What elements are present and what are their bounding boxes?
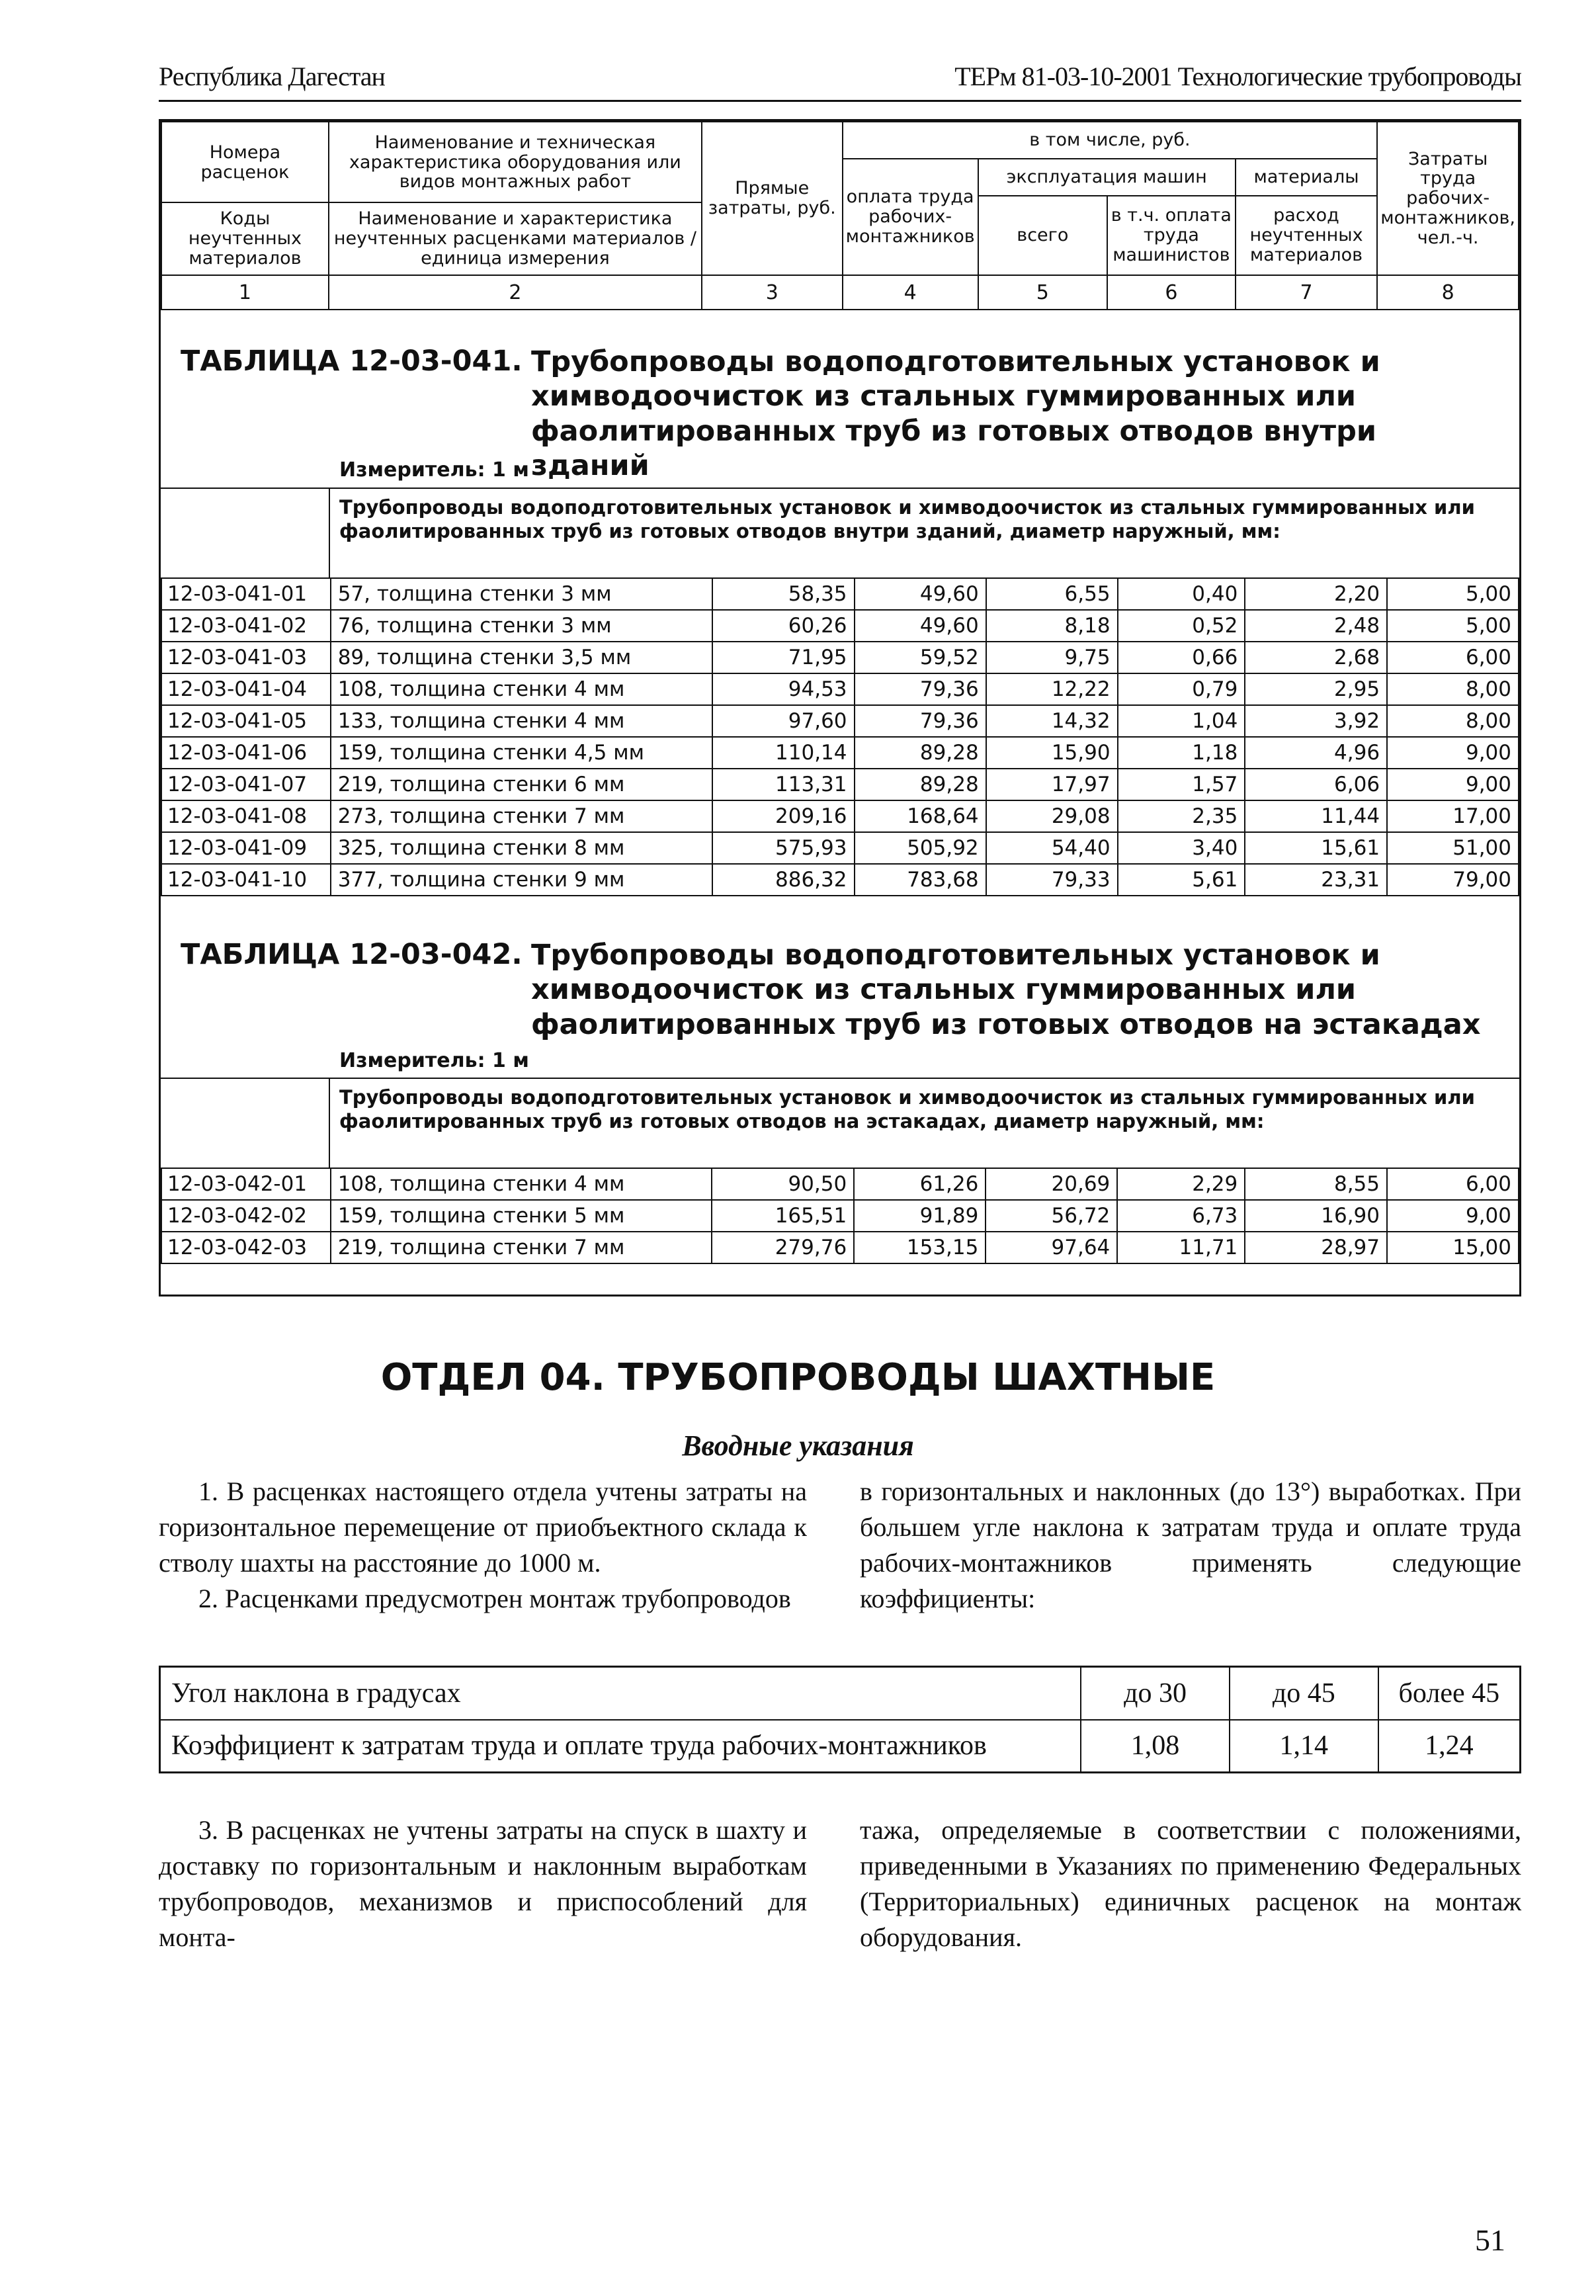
table-row <box>161 1200 1519 1232</box>
rate-value: 6,06 <box>1245 769 1387 800</box>
rate-code: 12-03-041-03 <box>161 642 331 673</box>
hdr-direct-costs: Прямые затраты, руб. <box>702 122 843 275</box>
rate-description: 273, толщина стенки 7 мм <box>331 800 712 832</box>
rate-value: 60,26 <box>712 610 855 642</box>
table2-group-vline <box>329 1078 330 1168</box>
rate-value: 168,64 <box>855 800 986 832</box>
rate-value: 89,28 <box>855 737 986 769</box>
rate-value: 9,00 <box>1387 1200 1519 1232</box>
rate-description: 325, толщина стенки 8 мм <box>331 832 712 864</box>
rate-value: 15,90 <box>986 737 1118 769</box>
paragraph-1: 1. В расценках настоящего отдела учтены затраты на горизонтальное перемещение от приобъектного склада к стволу шахты на расстояние до 1000 м. <box>159 1476 807 1578</box>
rate-value: 6,00 <box>1387 1168 1519 1200</box>
rate-value: 20,69 <box>986 1168 1117 1200</box>
rate-value: 2,35 <box>1118 800 1245 832</box>
rate-value: 14,32 <box>986 705 1118 737</box>
rate-value: 15,00 <box>1387 1232 1519 1263</box>
rate-value: 71,95 <box>712 642 855 673</box>
rate-value: 5,61 <box>1118 864 1245 896</box>
rate-value: 153,15 <box>854 1232 986 1263</box>
col-num-2: 2 <box>329 275 702 310</box>
rate-value: 886,32 <box>712 864 855 896</box>
rate-value: 56,72 <box>986 1200 1117 1232</box>
coef-factor-45: 1,14 <box>1230 1720 1378 1773</box>
table-row <box>161 769 1519 800</box>
hdr-labor-costs: Затраты труда рабочих-монтажников, чел.-ч. <box>1377 122 1519 275</box>
rate-description: 108, толщина стенки 4 мм <box>331 1168 712 1200</box>
rate-value: 97,64 <box>986 1232 1117 1263</box>
table1-code: ТАБЛИЦА 12-03-041. <box>181 345 523 378</box>
rate-value: 51,00 <box>1387 832 1519 864</box>
table-row <box>161 642 1519 673</box>
coef-angle-30: до 30 <box>1081 1667 1230 1720</box>
header-region: Республика Дагестан <box>159 62 385 91</box>
rate-value: 90,50 <box>712 1168 854 1200</box>
section-subtitle: Вводные указания <box>682 1429 914 1462</box>
rate-description: 219, толщина стенки 6 мм <box>331 769 712 800</box>
rate-value: 1,57 <box>1118 769 1245 800</box>
rate-value: 279,76 <box>712 1232 854 1263</box>
table-row <box>161 1168 1519 1200</box>
rate-code: 12-03-041-08 <box>161 800 331 832</box>
rates-frame <box>159 119 1521 1297</box>
rate-value: 8,55 <box>1245 1168 1387 1200</box>
col-num-8: 8 <box>1377 275 1519 310</box>
table2-group-caption: Трубопроводы водоподготовительных установок и химводоочисток из стальных гуммированных или фаолитированных труб из готовых отводов на эстакадах, диаметр наружный, мм: <box>339 1086 1475 1133</box>
hdr-machines: эксплуатация машин <box>978 159 1236 196</box>
rate-value: 28,97 <box>1245 1232 1387 1263</box>
col-num-5: 5 <box>978 275 1107 310</box>
rate-value: 2,20 <box>1245 578 1387 610</box>
rate-value: 79,00 <box>1387 864 1519 896</box>
hdr-including: в том числе, руб. <box>843 122 1378 159</box>
rate-value: 79,36 <box>855 705 986 737</box>
rate-value: 11,71 <box>1117 1232 1245 1263</box>
table-row <box>161 832 1519 864</box>
rate-value: 58,35 <box>712 578 855 610</box>
hdr-worker-pay: оплата труда рабочих-монтажников <box>843 159 978 275</box>
rate-value: 8,00 <box>1387 705 1519 737</box>
hdr-codes-bottom: Коды неучтенных материалов <box>161 202 329 275</box>
rate-code: 12-03-041-05 <box>161 705 331 737</box>
table1-group-caption: Трубопроводы водоподготовительных установок и химводоочисток из стальных гуммированных или фаолитированных труб из готовых отводов внутри зданий, диаметр наружный, мм: <box>339 496 1475 543</box>
table-row <box>161 800 1519 832</box>
rate-value: 5,00 <box>1387 578 1519 610</box>
rate-value: 49,60 <box>855 578 986 610</box>
table-row <box>161 737 1519 769</box>
rate-value: 2,29 <box>1117 1168 1245 1200</box>
hdr-materials: материалы <box>1236 159 1378 196</box>
rate-description: 108, толщина стенки 4 мм <box>331 673 712 705</box>
rate-value: 2,48 <box>1245 610 1387 642</box>
rate-code: 12-03-042-01 <box>161 1168 331 1200</box>
rate-value: 11,44 <box>1245 800 1387 832</box>
table2-code: ТАБЛИЦА 12-03-042. <box>181 938 523 971</box>
rate-value: 0,52 <box>1118 610 1245 642</box>
rate-value: 575,93 <box>712 832 855 864</box>
rate-value: 17,00 <box>1387 800 1519 832</box>
rate-code: 12-03-041-09 <box>161 832 331 864</box>
rate-value: 97,60 <box>712 705 855 737</box>
table-row <box>161 578 1519 610</box>
rate-value: 79,33 <box>986 864 1118 896</box>
rate-value: 79,36 <box>855 673 986 705</box>
paragraph-3-continued: тажа, определяемые в соответствии с положениями, приведенными в Указаниях по применению Федеральных (Территориальных) единичных расценок на монтаж оборудования. <box>860 1815 1521 1952</box>
rate-value: 165,51 <box>712 1200 854 1232</box>
rate-value: 15,61 <box>1245 832 1387 864</box>
table-row <box>161 673 1519 705</box>
rate-value: 12,22 <box>986 673 1118 705</box>
coef-angle-45: до 45 <box>1230 1667 1378 1720</box>
rate-description: 159, толщина стенки 4,5 мм <box>331 737 712 769</box>
table1-meter: Измеритель: 1 м <box>339 458 529 482</box>
rate-value: 1,04 <box>1118 705 1245 737</box>
rate-code: 12-03-041-01 <box>161 578 331 610</box>
col-num-3: 3 <box>702 275 843 310</box>
rate-value: 8,18 <box>986 610 1118 642</box>
col-num-6: 6 <box>1107 275 1236 310</box>
rate-value: 2,68 <box>1245 642 1387 673</box>
col-num-1: 1 <box>161 275 329 310</box>
coef-factor-over-45: 1,24 <box>1378 1720 1521 1773</box>
rate-value: 89,28 <box>855 769 986 800</box>
rate-value: 4,96 <box>1245 737 1387 769</box>
table2-divider <box>161 1078 1519 1079</box>
rate-value: 505,92 <box>855 832 986 864</box>
rate-code: 12-03-042-03 <box>161 1232 331 1263</box>
coef-angle-label: Угол наклона в градусах <box>160 1667 1081 1720</box>
rate-code: 12-03-041-02 <box>161 610 331 642</box>
rate-value: 5,00 <box>1387 610 1519 642</box>
rate-value: 91,89 <box>854 1200 986 1232</box>
left-column-bottom <box>159 1812 807 1955</box>
rate-description: 133, толщина стенки 4 мм <box>331 705 712 737</box>
table2-title: Трубопроводы водоподготовительных установок и химводоочисток из стальных гуммированных или фаолитированных труб из готовых отводов на эстакадах <box>531 939 1481 1041</box>
right-column-top <box>860 1474 1521 1617</box>
page-header <box>159 61 1521 102</box>
rate-code: 12-03-041-10 <box>161 864 331 896</box>
rate-value: 16,90 <box>1245 1200 1387 1232</box>
rate-value: 1,18 <box>1118 737 1245 769</box>
rate-description: 159, толщина стенки 5 мм <box>331 1200 712 1232</box>
paragraph-2-continued: в горизонтальных и наклонных (до 13°) выработках. При большем угле наклона к затратам труда и оплате труда рабочих-монтажников применять следующие коэффициенты: <box>860 1476 1521 1613</box>
rate-description: 57, толщина стенки 3 мм <box>331 578 712 610</box>
right-column-bottom <box>860 1812 1521 1955</box>
col-num-4: 4 <box>843 275 978 310</box>
rate-value: 3,40 <box>1118 832 1245 864</box>
coef-factor-label: Коэффициент к затратам труда и оплате труда рабочих-монтажников <box>160 1720 1081 1773</box>
rate-value: 209,16 <box>712 800 855 832</box>
rate-value: 9,00 <box>1387 769 1519 800</box>
rate-value: 94,53 <box>712 673 855 705</box>
rate-value: 0,66 <box>1118 642 1245 673</box>
left-column-top <box>159 1474 807 1617</box>
table1-title: Трубопроводы водоподготовительных установок и химводоочисток из стальных гуммированных или фаолитированных труб из готовых отводов внутри зданий <box>531 345 1380 483</box>
table-row <box>161 610 1519 642</box>
rate-value: 6,55 <box>986 578 1118 610</box>
table-row <box>161 1232 1519 1263</box>
rate-description: 89, толщина стенки 3,5 мм <box>331 642 712 673</box>
rate-code: 12-03-041-04 <box>161 673 331 705</box>
rate-value: 59,52 <box>855 642 986 673</box>
hdr-machines-total: всего <box>978 196 1107 275</box>
hdr-codes-top: Номера расценок <box>161 122 329 202</box>
coef-factor-30: 1,08 <box>1081 1720 1230 1773</box>
rate-value: 3,92 <box>1245 705 1387 737</box>
rate-value: 2,95 <box>1245 673 1387 705</box>
table-row <box>161 705 1519 737</box>
hdr-name-bottom: Наименование и характеристика неучтенных расценками материалов / единица измерения <box>329 202 702 275</box>
hdr-machinist-pay: в т.ч. оплата труда машинистов <box>1107 196 1236 275</box>
rate-value: 49,60 <box>855 610 986 642</box>
rate-value: 113,31 <box>712 769 855 800</box>
coef-angle-over-45: более 45 <box>1378 1667 1521 1720</box>
rate-value: 0,79 <box>1118 673 1245 705</box>
rate-code: 12-03-041-06 <box>161 737 331 769</box>
rate-value: 23,31 <box>1245 864 1387 896</box>
rate-value: 9,00 <box>1387 737 1519 769</box>
rate-description: 76, толщина стенки 3 мм <box>331 610 712 642</box>
page-number: 51 <box>1475 2223 1505 2257</box>
rate-value: 6,73 <box>1117 1200 1245 1232</box>
section-title: ОТДЕЛ 04. ТРУБОПРОВОДЫ ШАХТНЫЕ <box>380 1356 1216 1399</box>
rate-value: 8,00 <box>1387 673 1519 705</box>
rate-value: 17,97 <box>986 769 1118 800</box>
rate-code: 12-03-041-07 <box>161 769 331 800</box>
col-num-7: 7 <box>1236 275 1378 310</box>
table2-meter: Измеритель: 1 м <box>339 1049 529 1072</box>
coefficient-table <box>159 1666 1521 1773</box>
rate-value: 6,00 <box>1387 642 1519 673</box>
column-header-table <box>161 121 1519 310</box>
rate-value: 9,75 <box>986 642 1118 673</box>
table-row <box>161 864 1519 896</box>
rate-description: 377, толщина стенки 9 мм <box>331 864 712 896</box>
paragraph-3: 3. В расценках не учтены затраты на спуск в шахту и доставку по горизонтальным и наклонным выработкам трубопроводов, механизмов и приспособлений для монта- <box>159 1815 807 1952</box>
table1-group-vline <box>329 488 330 577</box>
rate-value: 0,40 <box>1118 578 1245 610</box>
table1-divider <box>161 488 1519 489</box>
hdr-material-usage: расход неучтенных материалов <box>1236 196 1378 275</box>
table2-rows <box>161 1168 1519 1264</box>
table1-rows <box>161 577 1519 896</box>
rate-code: 12-03-042-02 <box>161 1200 331 1232</box>
rate-value: 61,26 <box>854 1168 986 1200</box>
paragraph-2: 2. Расценками предусмотрен монтаж трубопроводов <box>198 1584 791 1613</box>
rate-value: 783,68 <box>855 864 986 896</box>
rate-value: 110,14 <box>712 737 855 769</box>
rate-value: 29,08 <box>986 800 1118 832</box>
hdr-name-top: Наименование и техническая характеристика оборудования или видов монтажных работ <box>329 122 702 202</box>
header-document: ТЕРм 81-03-10-2001 Технологические трубопроводы <box>954 62 1521 91</box>
rate-value: 54,40 <box>986 832 1118 864</box>
rate-description: 219, толщина стенки 7 мм <box>331 1232 712 1263</box>
